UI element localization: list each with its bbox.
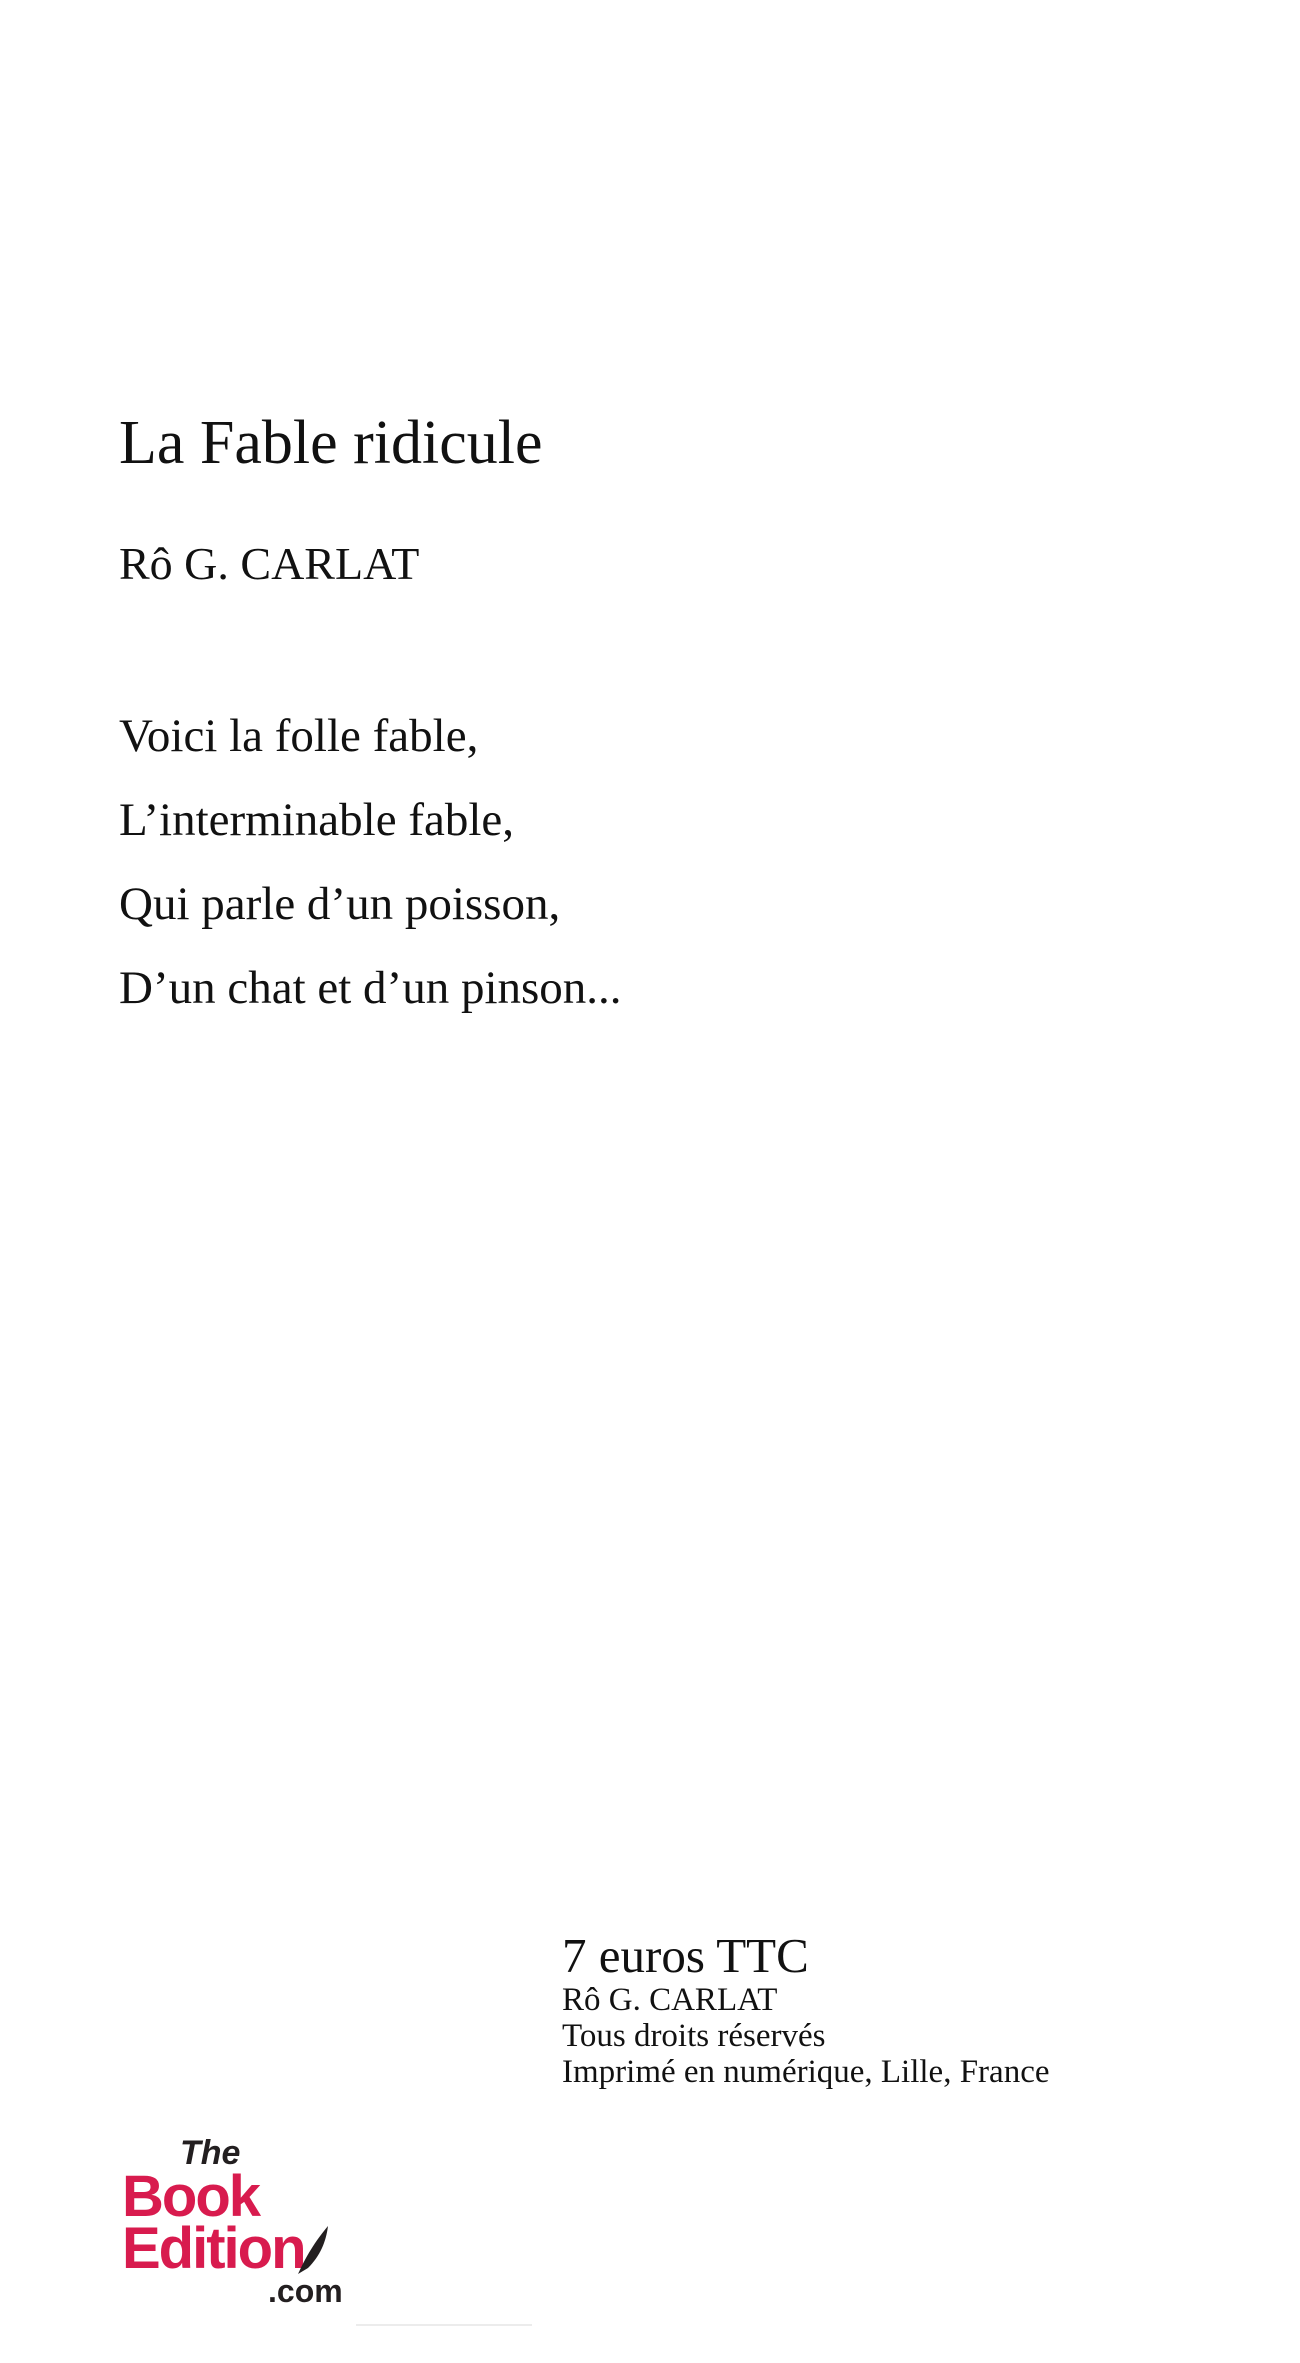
poem-line: D’un chat et d’un pinson...	[119, 962, 622, 1014]
book-author: Rô G. CARLAT	[119, 538, 420, 589]
rights-notice: Tous droits réservés	[562, 2018, 826, 2054]
print-location: Imprimé en numérique, Lille, France	[562, 2054, 1050, 2090]
logo-text-dotcom: .com	[268, 2273, 343, 2307]
imprint-author: Rô G. CARLAT	[562, 1982, 778, 2018]
logo-text-edition: Edition	[122, 2216, 305, 2281]
poem-line: Voici la folle fable,	[119, 710, 479, 762]
poem-line: Qui parle d’un poisson,	[119, 878, 561, 930]
publisher-logo	[122, 2132, 362, 2307]
price-label: 7 euros TTC	[562, 1928, 809, 1983]
book-title: La Fable ridicule	[119, 409, 543, 477]
logo-text-the: The	[180, 2134, 241, 2172]
logo-text-book: Book	[122, 2164, 259, 2229]
poem-excerpt	[119, 694, 622, 1030]
divider	[356, 2324, 532, 2326]
imprint-block	[562, 1930, 1050, 2090]
poem-line: L’interminable fable,	[119, 794, 515, 846]
